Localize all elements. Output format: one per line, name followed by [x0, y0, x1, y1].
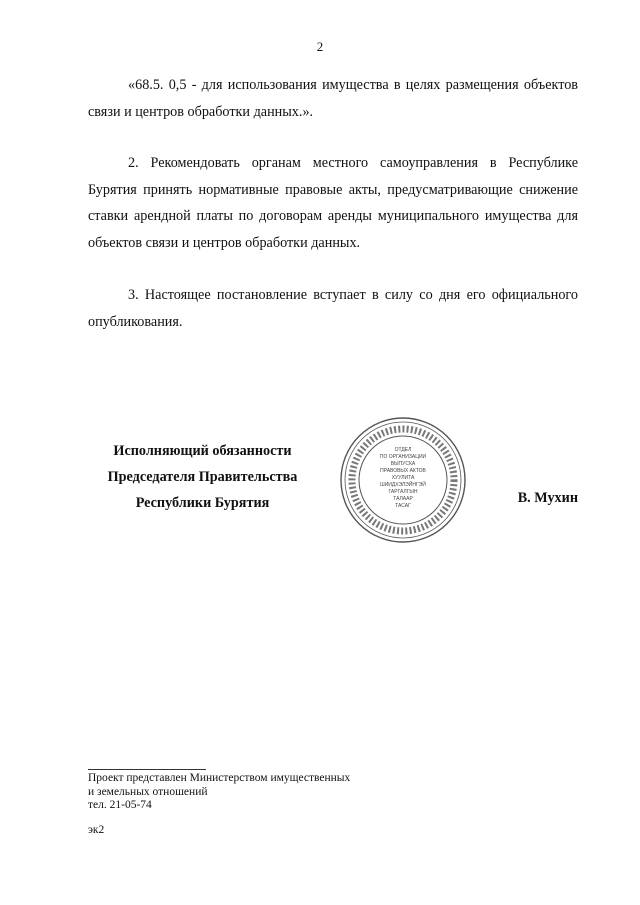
footnote-divider: [88, 769, 206, 770]
seal-text-line-4: ПРАВОВЫХ АКТОВ: [380, 468, 426, 474]
document-code: эк2: [88, 824, 105, 836]
footnote-line-2: и земельных отношений: [88, 785, 208, 798]
seal-text-line-2: ПО ОРГАНИЗАЦИИ: [379, 454, 427, 460]
signatory-name: В. Мухин: [517, 490, 578, 506]
seal-text-line-1: ОТДЕЛ: [394, 447, 412, 453]
seal-text-line-6: ШИИДХЭЛЭЙНГЭЙ: [380, 482, 426, 488]
page-number: 2: [316, 39, 324, 54]
footnote-line-3: тел. 21-05-74: [88, 799, 152, 811]
signatory-title: [80, 438, 325, 516]
footnote-line-1: Проект представлен Министерством имущественных: [88, 772, 351, 784]
seal-text-line-3: ВЫПУСКА: [390, 461, 416, 467]
seal-text-line-9: ТАСАГ: [395, 503, 411, 509]
seal-text-line-8: ТАЛААР: [393, 496, 413, 502]
official-seal-stamp: [338, 415, 468, 545]
signatory-title-line-2: Председателя Правительства: [107, 469, 298, 485]
seal-text-line-5: ХУУЛИТА: [391, 475, 415, 481]
seal-text-line-7: ГАРГАЛГЫН: [388, 489, 418, 495]
signatory-title-line-1: Исполняющий обязанности: [113, 443, 292, 459]
paragraph-1: «68.5. 0,5 - для использования имущества в целях размещения объектов связи и центров обработки данных.».: [88, 77, 578, 120]
signatory-title-line-3: Республики Бурятия: [135, 495, 270, 511]
paragraph-3: 3. Настоящее постановление вступает в силу со дня его официального опубликования.: [88, 287, 578, 330]
paragraph-2: 2. Рекомендовать органам местного самоуправления в Республике Бурятия принять нормативные правовые акты, предусматривающие снижение ставки арендной платы по договорам аренды муниципального имущества для объектов связи и центров обработки данных.: [88, 155, 578, 251]
footnote: [88, 772, 350, 813]
